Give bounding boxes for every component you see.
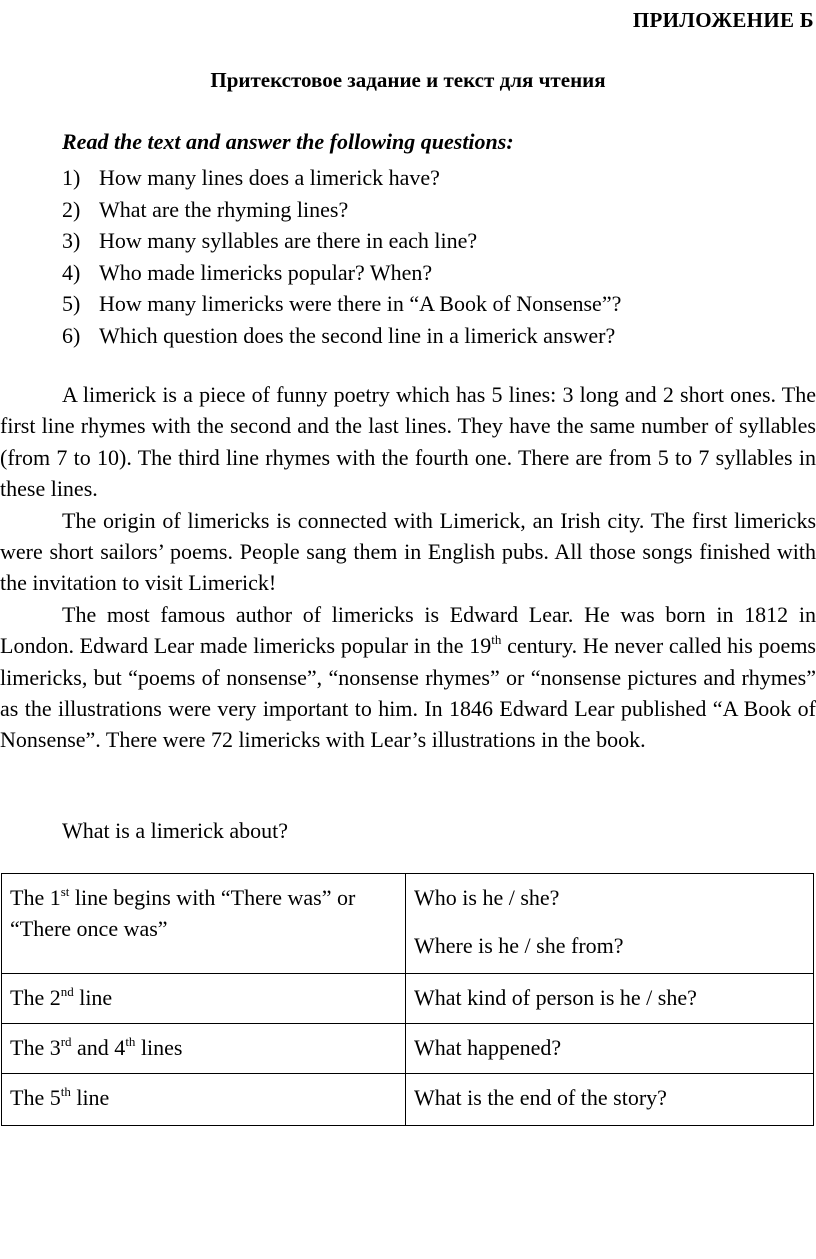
cell-text: The 3: [10, 1035, 61, 1060]
cell-text: The 5: [10, 1085, 61, 1110]
question-text: Which question does the second line in a limerick answer?: [99, 322, 616, 348]
table-row: [2, 1074, 814, 1126]
cell-text: line: [73, 985, 113, 1010]
paragraph-origin: The origin of limericks is connected with Limerick, an Irish city. The first limericks were short sailors’ poems. People sang them in English pubs. All those songs finished with the invitation to visit Limerick!: [0, 507, 816, 596]
question-item: [62, 194, 621, 226]
paragraph-text-part: The most famous author of limericks is Edward Lear. He was born in 1812 in London. Edward Lear made limericks popular in the 19: [0, 601, 816, 659]
question-number: 5): [62, 291, 81, 316]
cell-text: The 2: [10, 985, 61, 1010]
question-text: How many lines does a limerick have?: [99, 165, 440, 190]
paragraph-text-part: century. He never called his poems limericks, but “poems of nonsense”, “nonsense rhymes” or “nonsense pictures and rhymes” as the illustrations were very important to him. In 1846 Edward Lear published “A Book of Nonsense”. There were 72 limericks with Lear’s illustrations in the book.: [0, 633, 816, 753]
question-text: How many syllables are there in each line?: [99, 228, 478, 253]
cell-text: What kind of person is he / she?: [414, 985, 697, 1010]
cell-text: and 4: [71, 1035, 126, 1060]
line-description-cell: [2, 874, 406, 974]
table-heading-question: What is a limerick about?: [62, 818, 289, 843]
question-list: [62, 162, 621, 351]
section-subtitle: Притекстовое задание и текст для чтения: [210, 68, 606, 92]
appendix-heading: ПРИЛОЖЕНИЕ Б: [632, 8, 814, 32]
reading-text: [0, 379, 816, 756]
table-row: [2, 874, 814, 974]
cell-text: Who is he / she?: [414, 885, 560, 910]
line-description-cell: [2, 974, 406, 1024]
question-number: 2): [62, 196, 81, 222]
cell-text: Where is he / she from?: [414, 933, 624, 958]
question-number: 6): [62, 322, 81, 348]
question-number: 4): [62, 259, 81, 285]
line-description-cell: [2, 1074, 406, 1126]
cell-text: lines: [135, 1035, 183, 1060]
table-row: [2, 1024, 814, 1074]
question-item: [62, 288, 621, 320]
limerick-structure-table: [1, 873, 814, 1126]
line-description-cell: [2, 1024, 406, 1074]
line-question-cell: [406, 1024, 814, 1074]
question-item: [62, 320, 621, 352]
ordinal-suffix: th: [60, 1084, 71, 1099]
cell-text: line begins with “There was” or “There once was”: [10, 885, 356, 941]
ordinal-suffix: st: [60, 884, 70, 899]
ordinal-suffix: th: [125, 1034, 136, 1049]
question-item: [62, 162, 621, 194]
paragraph-edward-lear: [0, 599, 816, 756]
question-item: [62, 225, 621, 257]
cell-text: What happened?: [414, 1035, 562, 1060]
question-number: 1): [62, 165, 81, 190]
instruction-text: Read the text and answer the following questions:: [62, 129, 514, 154]
cell-text: The 1: [10, 885, 61, 910]
cell-text: line: [70, 1085, 110, 1110]
question-number: 3): [62, 228, 81, 253]
line-question-cell: [406, 974, 814, 1024]
question-item: [62, 257, 621, 289]
paragraph-definition: A limerick is a piece of funny poetry which has 5 lines: 3 long and 2 short ones. The first line rhymes with the second and the last lines. They have the same number of syllables (from 7 to 10). The third line rhymes with the fourth one. There are from 5 to 7 syllables in these lines.: [0, 382, 816, 502]
table-row: [2, 974, 814, 1024]
question-text: Who made limericks popular? When?: [99, 259, 433, 285]
question-text: What are the rhyming lines?: [99, 196, 349, 222]
ordinal-suffix: nd: [60, 984, 74, 999]
ordinal-suffix: rd: [60, 1034, 72, 1049]
line-question-cell: [406, 1074, 814, 1126]
ordinal-suffix: th: [491, 632, 502, 648]
question-text: How many limericks were there in “A Book of Nonsense”?: [99, 291, 622, 316]
cell-text: What is the end of the story?: [414, 1085, 667, 1110]
line-question-cell: [406, 874, 814, 974]
